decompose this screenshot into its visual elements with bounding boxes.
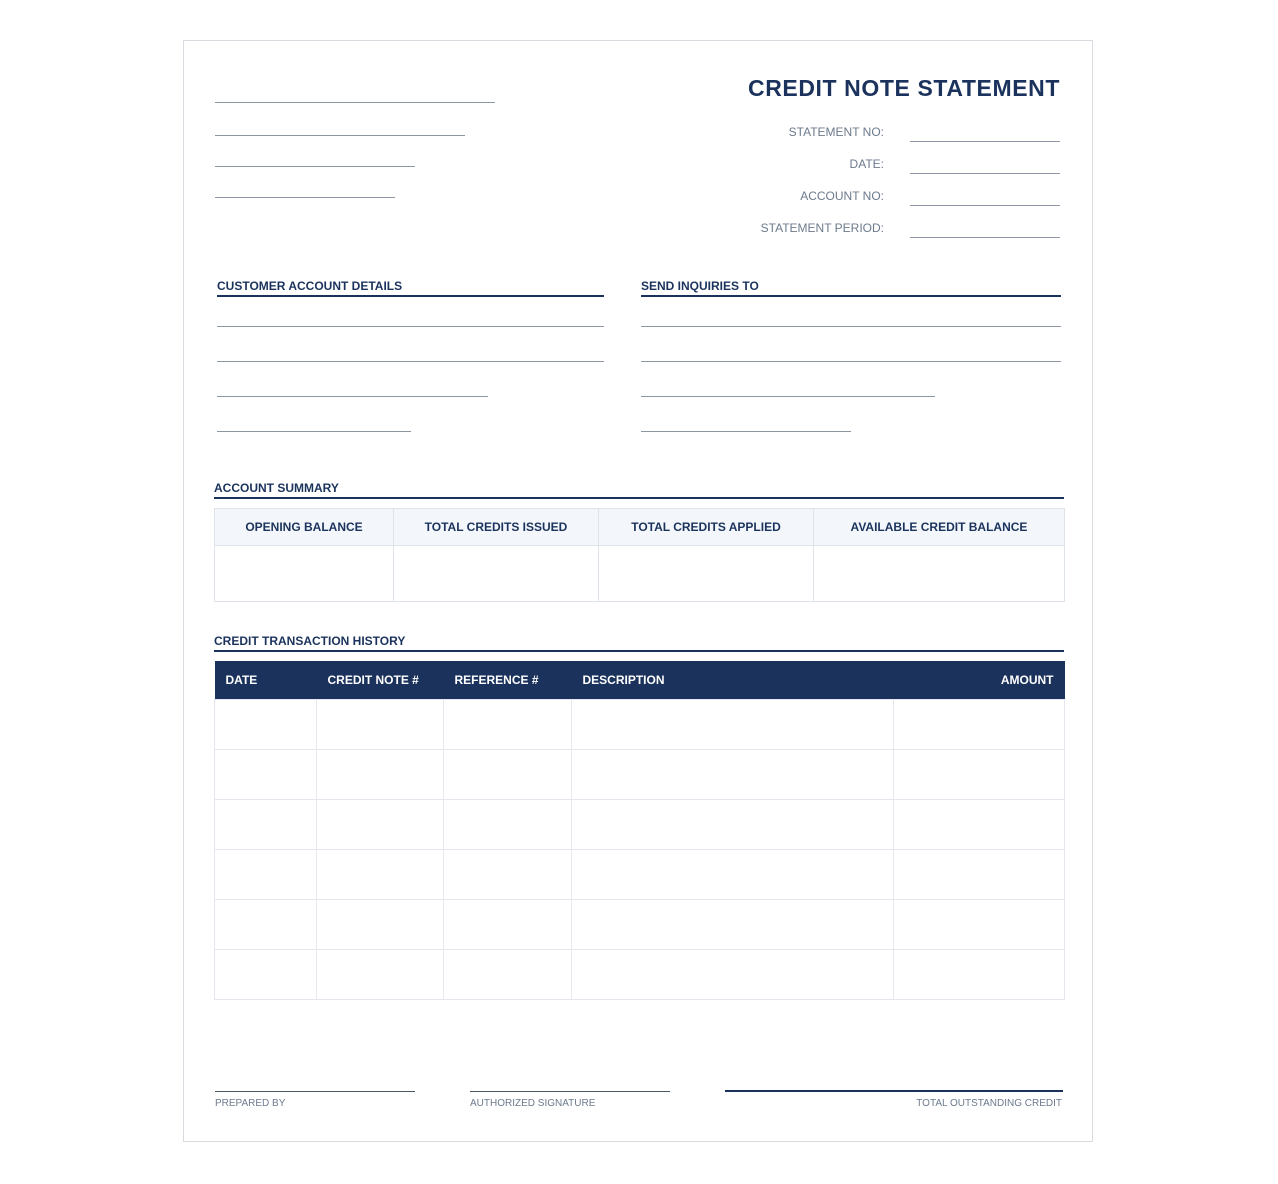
credit-note-cell[interactable] xyxy=(317,950,444,1000)
prepared-by-line[interactable] xyxy=(215,1091,415,1092)
document-title: CREDIT NOTE STATEMENT xyxy=(747,75,1060,101)
inquiries-section-rule xyxy=(641,295,1061,297)
description-cell[interactable] xyxy=(572,800,894,850)
table-row xyxy=(215,900,1065,950)
authorized-signature-line[interactable] xyxy=(470,1091,670,1092)
account-summary-table xyxy=(214,508,1065,602)
customer-line-2[interactable] xyxy=(217,361,604,362)
amount-column-header: AMOUNT xyxy=(894,661,1065,700)
amount-cell[interactable] xyxy=(894,950,1065,1000)
summary-value-row xyxy=(215,546,1065,602)
customer-line-4[interactable] xyxy=(217,431,411,432)
opening-balance-header: OPENING BALANCE xyxy=(215,509,394,546)
inquiries-line-2[interactable] xyxy=(641,361,1061,362)
description-cell[interactable] xyxy=(572,900,894,950)
credit-note-cell[interactable] xyxy=(317,900,444,950)
credit-note-number-column-header: CREDIT NOTE # xyxy=(317,661,444,700)
total-credits-applied-header: TOTAL CREDITS APPLIED xyxy=(599,509,814,546)
table-row xyxy=(215,800,1065,850)
amount-cell[interactable] xyxy=(894,800,1065,850)
date-field[interactable] xyxy=(910,173,1060,174)
description-cell[interactable] xyxy=(572,850,894,900)
reference-cell[interactable] xyxy=(444,750,572,800)
date-label: DATE: xyxy=(849,157,884,171)
amount-cell[interactable] xyxy=(894,900,1065,950)
customer-line-3[interactable] xyxy=(217,396,488,397)
reference-cell[interactable] xyxy=(444,950,572,1000)
credit-note-cell[interactable] xyxy=(317,850,444,900)
date-cell[interactable] xyxy=(215,800,317,850)
statement-no-label: STATEMENT NO: xyxy=(788,125,884,139)
amount-cell[interactable] xyxy=(894,750,1065,800)
authorized-signature-label: AUTHORIZED SIGNATURE xyxy=(470,1098,596,1109)
date-cell[interactable] xyxy=(215,950,317,1000)
customer-line-1[interactable] xyxy=(217,326,604,327)
summary-header-row xyxy=(215,509,1065,546)
transaction-history-table xyxy=(214,661,1065,1000)
total-outstanding-credit-line[interactable] xyxy=(725,1090,1063,1092)
date-column-header: DATE xyxy=(215,661,317,700)
transaction-history-rule xyxy=(214,650,1064,652)
history-header-row xyxy=(215,661,1065,700)
inquiries-line-3[interactable] xyxy=(641,396,935,397)
reference-number-column-header: REFERENCE # xyxy=(444,661,572,700)
company-address-line-1[interactable] xyxy=(215,135,465,136)
credit-note-cell[interactable] xyxy=(317,700,444,750)
statement-no-field[interactable] xyxy=(910,141,1060,142)
inquiries-line-1[interactable] xyxy=(641,326,1061,327)
amount-cell[interactable] xyxy=(894,700,1065,750)
inquiries-line-4[interactable] xyxy=(641,431,851,432)
opening-balance-cell[interactable] xyxy=(215,546,394,602)
total-credits-applied-cell[interactable] xyxy=(599,546,814,602)
description-cell[interactable] xyxy=(572,950,894,1000)
statement-period-field[interactable] xyxy=(910,237,1060,238)
table-row xyxy=(215,850,1065,900)
customer-section-rule xyxy=(217,295,604,297)
available-credit-balance-cell[interactable] xyxy=(814,546,1065,602)
company-address-line-3[interactable] xyxy=(215,197,395,198)
statement-period-label: STATEMENT PERIOD: xyxy=(760,221,884,235)
prepared-by-label: PREPARED BY xyxy=(215,1098,286,1109)
available-credit-balance-header: AVAILABLE CREDIT BALANCE xyxy=(814,509,1065,546)
reference-cell[interactable] xyxy=(444,800,572,850)
table-row xyxy=(215,950,1065,1000)
credit-note-cell[interactable] xyxy=(317,800,444,850)
account-no-label: ACCOUNT NO: xyxy=(800,189,884,203)
date-cell[interactable] xyxy=(215,850,317,900)
description-column-header: DESCRIPTION xyxy=(572,661,894,700)
company-name-line[interactable] xyxy=(215,102,495,103)
total-credits-issued-header: TOTAL CREDITS ISSUED xyxy=(394,509,599,546)
account-summary-heading: ACCOUNT SUMMARY xyxy=(214,481,339,495)
send-inquiries-heading: SEND INQUIRIES TO xyxy=(641,279,759,293)
description-cell[interactable] xyxy=(572,750,894,800)
company-address-line-2[interactable] xyxy=(215,166,415,167)
customer-account-details-heading: CUSTOMER ACCOUNT DETAILS xyxy=(217,279,403,293)
table-row xyxy=(215,700,1065,750)
total-outstanding-credit-label: TOTAL OUTSTANDING CREDIT xyxy=(916,1098,1062,1109)
reference-cell[interactable] xyxy=(444,700,572,750)
date-cell[interactable] xyxy=(215,700,317,750)
total-credits-issued-cell[interactable] xyxy=(394,546,599,602)
description-cell[interactable] xyxy=(572,700,894,750)
table-row xyxy=(215,750,1065,800)
account-summary-rule xyxy=(214,497,1064,499)
credit-note-cell[interactable] xyxy=(317,750,444,800)
date-cell[interactable] xyxy=(215,900,317,950)
date-cell[interactable] xyxy=(215,750,317,800)
amount-cell[interactable] xyxy=(894,850,1065,900)
reference-cell[interactable] xyxy=(444,900,572,950)
transaction-history-heading: CREDIT TRANSACTION HISTORY xyxy=(214,634,406,648)
account-no-field[interactable] xyxy=(910,205,1060,206)
reference-cell[interactable] xyxy=(444,850,572,900)
credit-note-statement-page xyxy=(183,40,1093,1142)
